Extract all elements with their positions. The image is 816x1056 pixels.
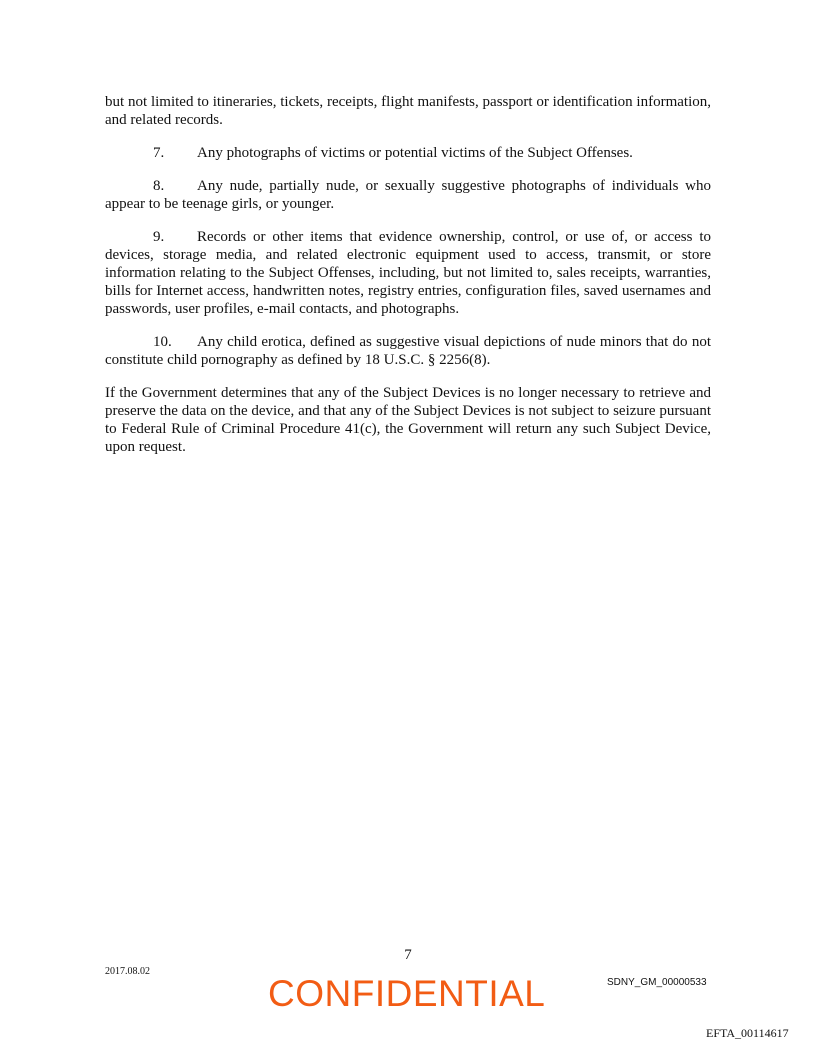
item-text: Any photographs of victims or potential victims of the Subject Offenses.: [197, 145, 633, 161]
document-body: [105, 93, 711, 456]
bates-number: SDNY_GM_00000533: [607, 977, 707, 988]
confidential-stamp: CONFIDENTIAL: [268, 973, 546, 1014]
closing-paragraph: If the Government determines that any of the Subject Devices is no longer necessary to retrieve and preserve the data on the device, and that any of the Subject Devices is not subject to seizure pursuant to Federal Rule of Criminal Procedure 41(c), the Government will return any such Subject Device, upon request.: [105, 385, 711, 455]
item-text: Records or other items that evidence ownership, control, or use of, or access to devices, storage media, and related electronic equipment used to access, transmit, or store information relating to the Subject Offenses, including, but not limited to, sales receipts, warranties, bills for Internet access, handwritten notes, registry entries, configuration files, saved usernames and passwords, user profiles, e-mail contacts, and photographs.: [105, 229, 711, 317]
item-number: 10.: [153, 334, 172, 350]
item-number: 9.: [153, 229, 165, 245]
list-item-7: [105, 144, 711, 162]
efta-identifier: EFTA_00114617: [706, 1026, 789, 1040]
item-text: Any nude, partially nude, or sexually suggestive photographs of individuals who appear to be teenage girls, or younger.: [105, 178, 711, 212]
item-number: 8.: [153, 178, 165, 194]
item-number: 7.: [153, 145, 165, 161]
document-date: 2017.08.02: [105, 966, 150, 977]
list-item-8: [105, 177, 711, 213]
list-item-9: [105, 228, 711, 318]
item-text: Any child erotica, defined as suggestive visual depictions of nude minors that do not constitute child pornography as defined by 18 U.S.C. § 2256(8).: [105, 334, 711, 368]
continuation-paragraph: but not limited to itineraries, tickets, receipts, flight manifests, passport or identification information, and related records.: [105, 94, 711, 128]
list-item-10: [105, 333, 711, 369]
page-number: 7: [404, 947, 412, 963]
